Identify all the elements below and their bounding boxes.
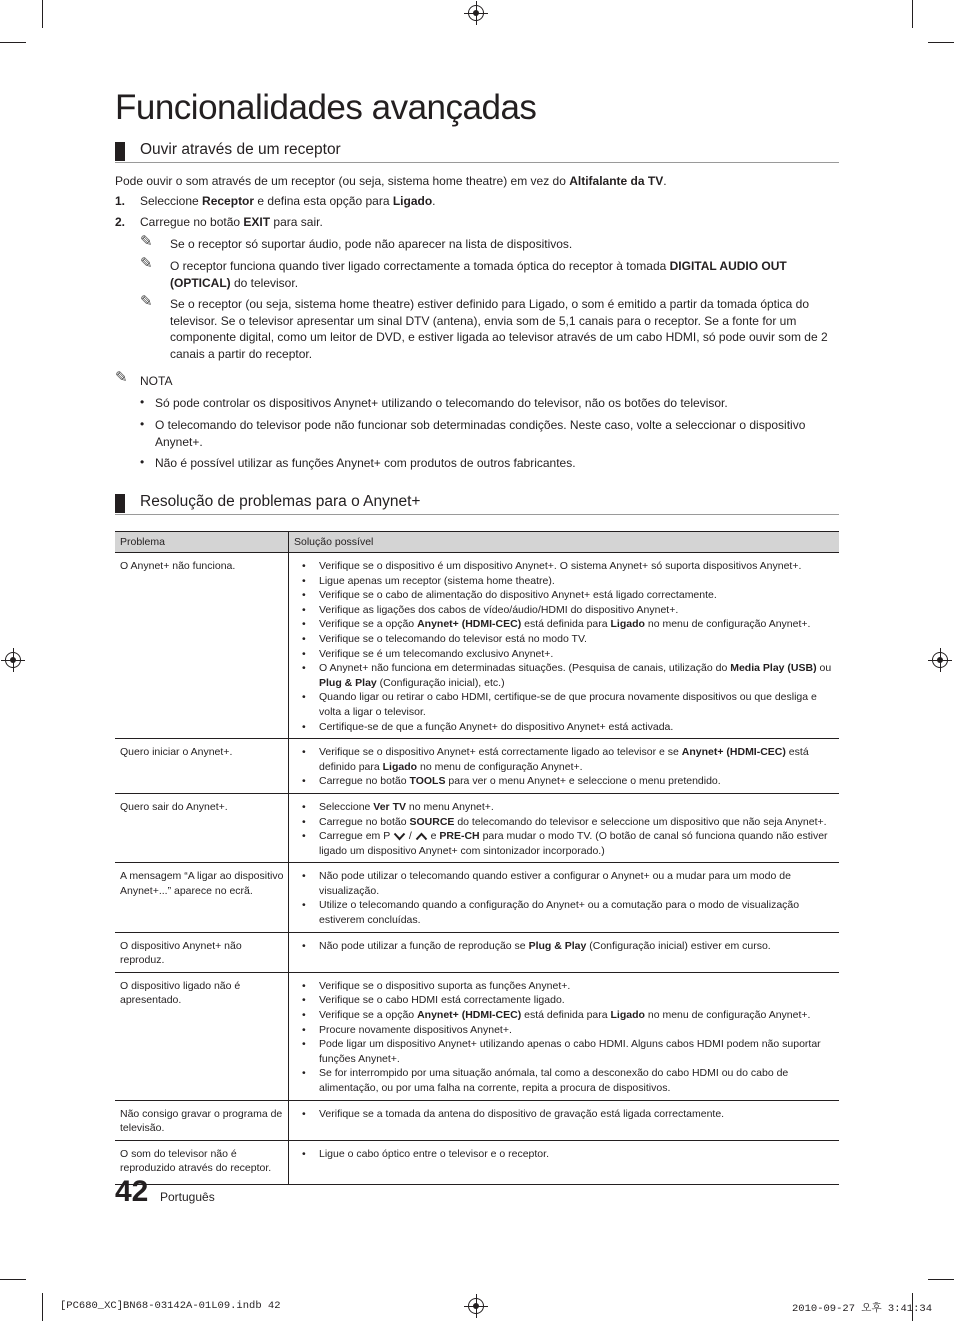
solution-item: • Carregue no botão TOOLS para ver o menu Anynet+ e seleccione o menu pretendido. bbox=[319, 774, 835, 789]
pencil-note-icon: ✎ bbox=[115, 369, 128, 386]
step-number: 1. bbox=[115, 194, 126, 208]
problem-cell: Quero iniciar o Anynet+. bbox=[115, 739, 289, 794]
solution-item: • Verifique se a opção Anynet+ (HDMI-CEC) está definida para Ligado no menu de configuração Anynet+. bbox=[319, 617, 835, 632]
solution-item: • Carregue em P / e PRE-CH para mudar o modo TV. (O botão de canal só funciona quando não estiver ligado um dispositivo Anynet+ com sintonizador incorporado.) bbox=[319, 829, 835, 858]
crop-mark bbox=[928, 42, 954, 43]
problem-cell: O som do televisor não é reproduzido através do receptor. bbox=[115, 1140, 289, 1184]
pencil-note-icon: ✎ bbox=[140, 293, 153, 310]
registration-mark-icon bbox=[932, 652, 948, 668]
nota-label: NOTA bbox=[140, 374, 173, 388]
problem-cell: O Anynet+ não funciona. bbox=[115, 553, 289, 739]
crop-mark bbox=[42, 0, 43, 28]
solution-item: • Pode ligar um dispositivo Anynet+ utilizando apenas o cabo HDMI. Alguns cabos HDMI podem não suportar funções Anynet+. bbox=[319, 1037, 835, 1066]
solution-item: • Verifique se a opção Anynet+ (HDMI-CEC) está definida para Ligado no menu de configuração Anynet+. bbox=[319, 1008, 835, 1023]
solution-item: • Seleccione Ver TV no menu Anynet+. bbox=[319, 800, 835, 815]
solution-item: • Verifique se é um telecomando exclusivo Anynet+. bbox=[319, 647, 835, 662]
solution-item: • Quando ligar ou retirar o cabo HDMI, certifique-se de que procura novamente dispositivos ou que desliga e volta a ligar o televisor. bbox=[319, 690, 835, 719]
bullet-icon: • bbox=[140, 395, 145, 409]
registration-mark-icon bbox=[5, 652, 21, 668]
table-row bbox=[115, 793, 839, 862]
solution-item: • O Anynet+ não funciona em determinadas situações. (Pesquisa de canais, utilização do Media Play (USB) ou Plug & Play (Configuração inicial), etc.) bbox=[319, 661, 835, 690]
registration-mark-icon bbox=[468, 5, 484, 21]
problem-cell: A mensagem “A ligar ao dispositivo Anynet+...” aparece no ecrã. bbox=[115, 863, 289, 932]
footer-timestamp: 2010-09-27 오후 3:41:34 bbox=[792, 1303, 933, 1315]
nota-bullet: O telecomando do televisor pode não funcionar sob determinadas condições. Neste caso, volte a seleccionar o dispositivo Anynet+. bbox=[155, 418, 806, 449]
page-number: 42 bbox=[115, 1175, 149, 1208]
solution-item: • Utilize o telecomando quando a configuração do Anynet+ ou a comutação para o modo de visualização estiverem concluídas. bbox=[319, 898, 835, 927]
table-row bbox=[115, 553, 839, 739]
solution-cell bbox=[289, 863, 840, 932]
solution-item: • Procure novamente dispositivos Anynet+. bbox=[319, 1023, 835, 1038]
note-1: Se o receptor só suportar áudio, pode não aparecer na lista de dispositivos. bbox=[170, 237, 573, 251]
solution-item: • Verifique se o cabo de alimentação do dispositivo Anynet+ está ligado correctamente. bbox=[319, 588, 835, 603]
solution-cell bbox=[289, 972, 840, 1100]
section-heading-text: Resolução de problemas para o Anynet+ bbox=[140, 493, 421, 510]
table-row bbox=[115, 863, 839, 932]
bullet-icon: • bbox=[140, 455, 145, 469]
solution-item: • Verifique se o dispositivo Anynet+ está correctamente ligado ao televisor e se Anynet+ (HDMI-CEC) está definido para Ligado no menu de configuração Anynet+. bbox=[319, 745, 835, 774]
solution-item: • Verifique se a tomada da antena do dispositivo de gravação está ligada correctamente. bbox=[319, 1107, 835, 1122]
section-heading-troubleshooting bbox=[115, 492, 839, 515]
crop-mark bbox=[0, 42, 26, 43]
problem-cell: Não consigo gravar o programa de televisão. bbox=[115, 1100, 289, 1140]
intro-paragraph: Pode ouvir o som através de um receptor (ou seja, sistema home theatre) em vez do Altifalante da TV. bbox=[115, 174, 667, 188]
solution-item: • Verifique se o dispositivo é um dispositivo Anynet+. O sistema Anynet+ só suporta dispositivos Anynet+. bbox=[319, 559, 835, 574]
chevron-down-icon bbox=[393, 832, 406, 841]
solution-item: • Verifique se o telecomando do televisor está no modo TV. bbox=[319, 632, 835, 647]
solution-cell bbox=[289, 932, 840, 972]
crop-mark bbox=[928, 1279, 954, 1280]
solution-cell bbox=[289, 1100, 840, 1140]
solution-cell bbox=[289, 739, 840, 794]
solution-item: • Ligue o cabo óptico entre o televisor e o receptor. bbox=[319, 1147, 835, 1162]
table-row bbox=[115, 1140, 839, 1184]
solution-item: • Se for interrompido por uma situação anómala, tal como a desconexão do cabo HDMI ou do cabo de alimentação, ou por uma falha na corrente, repita a procura de dispositivos. bbox=[319, 1066, 835, 1095]
pencil-note-icon: ✎ bbox=[140, 255, 153, 272]
column-header-solution: Solução possível bbox=[289, 532, 840, 553]
note-3: Se o receptor (ou seja, sistema home theatre) estiver definido para Ligado, o som é emitido a partir da tomada óptica do televisor. Se o televisor apresentar um sinal DTV (antena), envia som de 5,1 canais para o receptor. Se a fonte for um componente digital, como um leitor de DVD, e estiver ligada ao televisor através de um cabo HDMI, só pode ouvir som de 2 canais a partir do receptor. bbox=[170, 297, 828, 361]
step-1: Seleccione Receptor e defina esta opção para Ligado. bbox=[140, 194, 436, 208]
pencil-note-icon: ✎ bbox=[140, 233, 153, 250]
solution-cell bbox=[289, 793, 840, 862]
page-language: Português bbox=[160, 1190, 215, 1204]
table-row bbox=[115, 972, 839, 1100]
section-heading-text: Ouvir através de um receptor bbox=[140, 141, 341, 158]
troubleshooting-table bbox=[115, 531, 839, 1185]
page-title: Funcionalidades avançadas bbox=[115, 88, 537, 127]
registration-mark-icon bbox=[468, 1298, 484, 1314]
crop-mark bbox=[912, 0, 913, 28]
crop-mark bbox=[0, 1279, 26, 1280]
solution-cell bbox=[289, 553, 840, 739]
step-2: Carregue no botão EXIT para sair. bbox=[140, 215, 323, 229]
solution-item: • Não pode utilizar a função de reprodução se Plug & Play (Configuração inicial) estiver em curso. bbox=[319, 939, 835, 954]
section-heading-receiver bbox=[115, 140, 839, 163]
solution-item: • Não pode utilizar o telecomando quando estiver a configurar o Anynet+ ou a mudar para um modo de visualização. bbox=[319, 869, 835, 898]
solution-item: • Ligue apenas um receptor (sistema home theatre). bbox=[319, 574, 835, 589]
footer-file-info: [PC680_XC]BN68-03142A-01L09.indb 42 bbox=[60, 1300, 281, 1312]
solution-item: • Carregue no botão SOURCE do telecomando do televisor e seleccione um dispositivo que não seja Anynet+. bbox=[319, 815, 835, 830]
chevron-up-icon bbox=[415, 832, 428, 841]
table-row bbox=[115, 1100, 839, 1140]
column-header-problem: Problema bbox=[115, 532, 289, 553]
nota-bullet: Não é possível utilizar as funções Anynet+ com produtos de outros fabricantes. bbox=[155, 456, 576, 470]
problem-cell: Quero sair do Anynet+. bbox=[115, 793, 289, 862]
solution-item: • Verifique se o dispositivo suporta as funções Anynet+. bbox=[319, 979, 835, 994]
table-row bbox=[115, 932, 839, 972]
problem-cell: O dispositivo Anynet+ não reproduz. bbox=[115, 932, 289, 972]
solution-cell bbox=[289, 1140, 840, 1184]
solution-item: • Certifique-se de que a função Anynet+ do dispositivo Anynet+ está activada. bbox=[319, 720, 835, 735]
step-number: 2. bbox=[115, 215, 126, 229]
solution-item: • Verifique as ligações dos cabos de vídeo/áudio/HDMI do dispositivo Anynet+. bbox=[319, 603, 835, 618]
heading-bar bbox=[115, 494, 125, 513]
table-row bbox=[115, 739, 839, 794]
problem-cell: O dispositivo ligado não é apresentado. bbox=[115, 972, 289, 1100]
nota-bullet: Só pode controlar os dispositivos Anynet+ utilizando o telecomando do televisor, não os botões do televisor. bbox=[155, 396, 728, 410]
heading-bar bbox=[115, 142, 125, 161]
bullet-icon: • bbox=[140, 417, 145, 431]
table-header-row bbox=[115, 532, 839, 553]
solution-item: • Verifique se o cabo HDMI está correctamente ligado. bbox=[319, 993, 835, 1008]
crop-mark bbox=[42, 1293, 43, 1321]
note-2: O receptor funciona quando tiver ligado correctamente a tomada óptica do receptor à tomada DIGITAL AUDIO OUT (OPTICAL) do televisor. bbox=[170, 259, 787, 290]
